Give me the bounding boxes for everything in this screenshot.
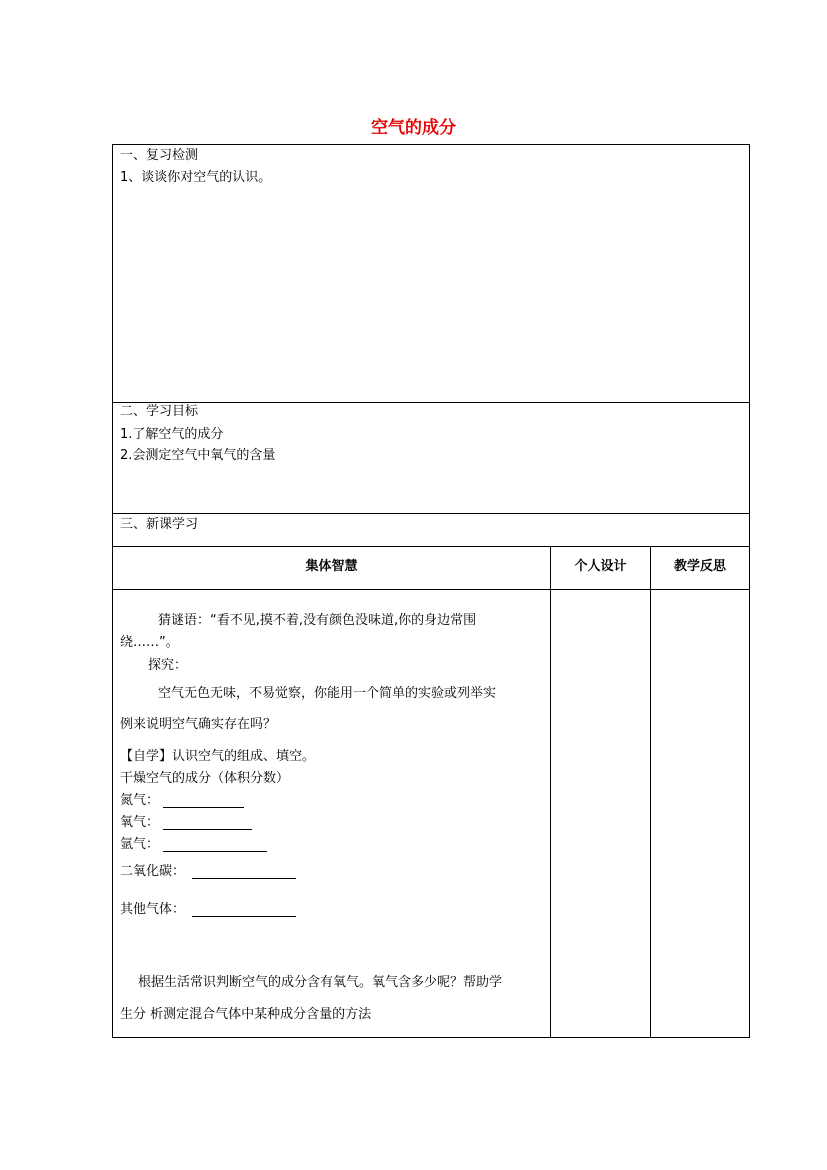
co2-label: 二氧化碳： <box>120 864 186 879</box>
column-header-group-wisdom: 集体智慧 <box>305 559 358 574</box>
new-lesson-heading: 三、新课学习 <box>120 517 199 532</box>
page-title: 空气的成分 <box>371 118 456 138</box>
co2-blank[interactable] <box>192 878 296 879</box>
nitrogen-blank[interactable] <box>163 807 244 808</box>
column-divider-2 <box>650 546 651 1038</box>
oxygen-blank[interactable] <box>163 829 252 830</box>
row-divider-column-header <box>112 589 750 590</box>
other-gases-label: 其他气体： <box>120 902 186 917</box>
objective-item-1: 1.了解空气的成分 <box>120 427 224 442</box>
explore-line-2: 例来说明空气确实存在吗？ <box>120 717 277 732</box>
column-header-personal-design: 个人设计 <box>574 559 627 574</box>
explore-label: 探究： <box>148 658 188 673</box>
judge-line-1: 根据生活常识判断空气的成分含有氧气。氧气含多少呢？帮助学 <box>138 975 503 990</box>
self-study-heading: 【自学】认识空气的组成、填空。 <box>120 749 316 764</box>
other-gases-blank[interactable] <box>192 916 296 917</box>
riddle-line-1: 猜谜语：“看不见,摸不着,没有颜色没味道,你的身边常围 <box>158 613 477 628</box>
objectives-heading: 二、学习目标 <box>120 404 199 419</box>
column-divider-1 <box>550 546 551 1038</box>
riddle-line-2: 绕……”。 <box>120 635 179 650</box>
row-divider-new-lesson <box>112 546 750 547</box>
argon-blank[interactable] <box>163 851 267 852</box>
column-header-teaching-reflection: 教学反思 <box>673 559 726 574</box>
dry-air-heading: 干燥空气的成分（体积分数） <box>120 771 290 786</box>
argon-label: 氩气： <box>120 837 160 852</box>
review-heading: 一、复习检测 <box>120 148 199 163</box>
judge-line-2: 生分 析测定混合气体中某种成分含量的方法 <box>120 1007 372 1022</box>
worksheet-table <box>112 144 750 1038</box>
review-question-1: 1、谈谈你对空气的认识。 <box>120 170 272 185</box>
oxygen-label: 氧气： <box>120 815 160 830</box>
objective-item-2: 2.会测定空气中氧气的含量 <box>120 448 276 463</box>
row-divider-objectives <box>112 513 750 514</box>
explore-line-1: 空气无色无味，不易觉察，你能用一个简单的实验或列举实 <box>158 686 497 701</box>
row-divider-review <box>112 402 750 403</box>
nitrogen-label: 氮气： <box>120 793 160 808</box>
